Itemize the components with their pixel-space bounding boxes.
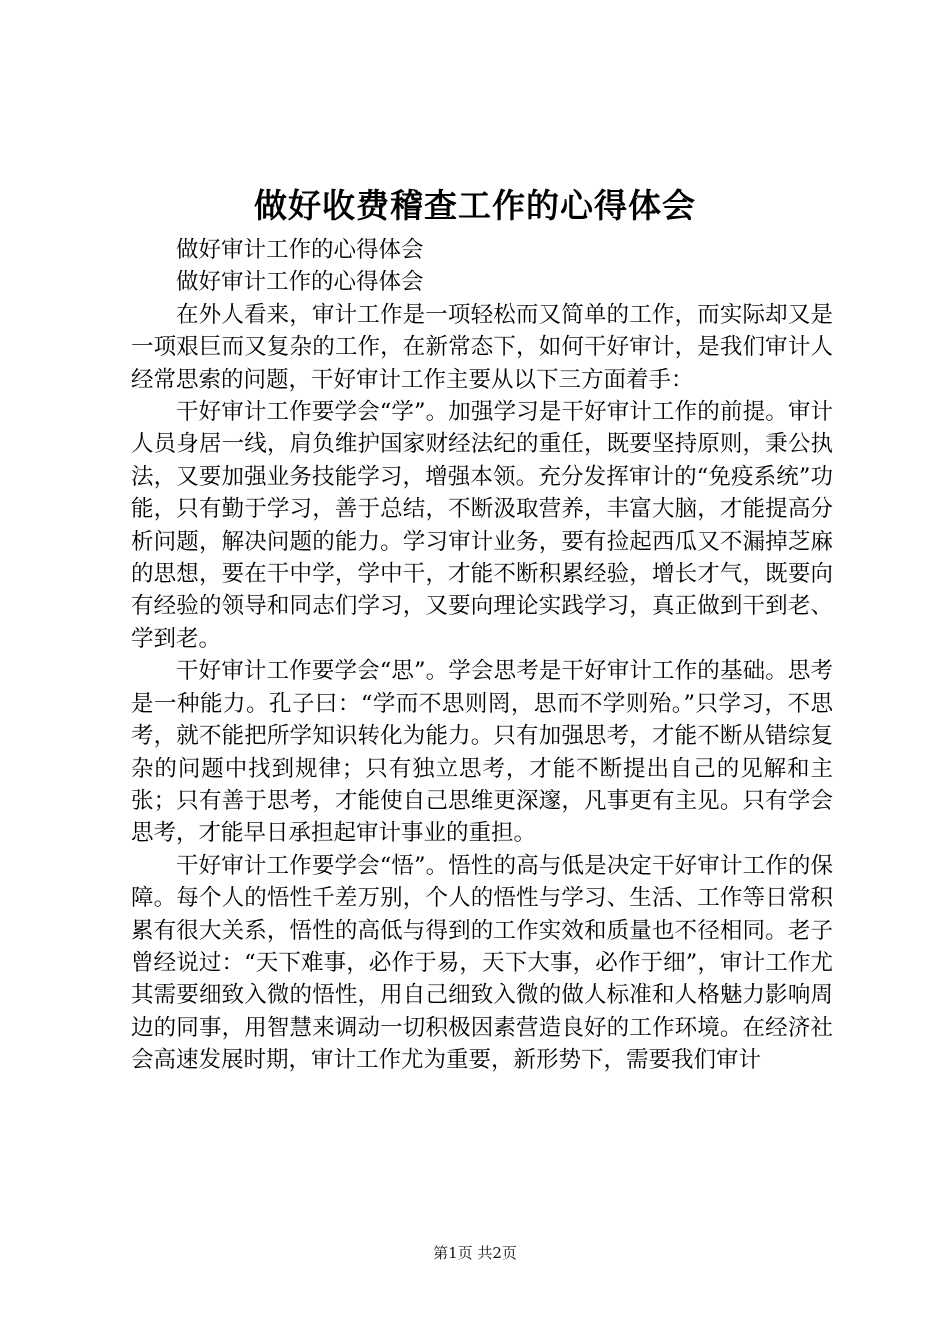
- document-body: [131, 234, 833, 1077]
- document-title: 做好收费稽查工作的心得体会: [254, 186, 696, 225]
- paragraph-subtitle-1: 做好审计工作的心得体会: [176, 237, 424, 263]
- paragraph-subtitle-2: 做好审计工作的心得体会: [176, 269, 424, 296]
- paragraph-think: 干好审计工作要学会“思”。学会思考是干好审计工作的基础。思考是一种能力。孔子曰：“学而不思则罔，思而不学则殆。”只学习，不思考，就不能把所学知识转化为能力。只有加强思考，才能不断从错综复杂的问题中找到规律；只有独立思考，才能不断提出自己的见解和主张；只有善于思考，才能使自己思维更深邃，凡事更有主见。只有学会思考，才能早日承担起审计事业的重担。: [131, 658, 833, 847]
- paragraph-insight: 干好审计工作要学会“悟”。悟性的高与低是决定干好审计工作的保障。每个人的悟性千差万别，个人的悟性与学习、生活、工作等日常积累有很大关系，悟性的高低与得到的工作实效和质量也不径相同。老子曾经说过：“天下难事，必作于易，天下大事，必作于细”，审计工作尤其需要细致入微的悟性，用自己细致入微的做人标准和人格魅力影响周边的同事，用智慧来调动一切积极因素营造良好的工作环境。在经济社会高速发展时期，审计工作尤为重要，新形势下，需要我们审计: [131, 852, 833, 1074]
- page-footer: 第1页 共2页: [433, 1244, 517, 1262]
- paragraph-intro: 在外人看来，审计工作是一项轻松而又简单的工作，而实际却又是一项艰巨而又复杂的工作，在新常态下，如何干好审计，是我们审计人经常思索的问题，干好审计工作主要从以下三方面着手：: [131, 301, 833, 393]
- paragraph-learn: 干好审计工作要学会“学”。加强学习是干好审计工作的前提。审计人员身居一线，肩负维护国家财经法纪的重任，既要坚持原则，秉公执法，又要加强业务技能学习，增强本领。充分发挥审计的“免疫系统”功能，只有勤于学习，善于总结，不断汲取营养，丰富大脑，才能提高分析问题，解决问题的能力。学习审计业务，要有捡起西瓜又不漏掉芝麻的思想，要在干中学，学中干，才能不断积累经验，增长才气，既要向有经验的领导和同志们学习，又要向理论实践学习，真正做到干到老、学到老。: [131, 399, 833, 652]
